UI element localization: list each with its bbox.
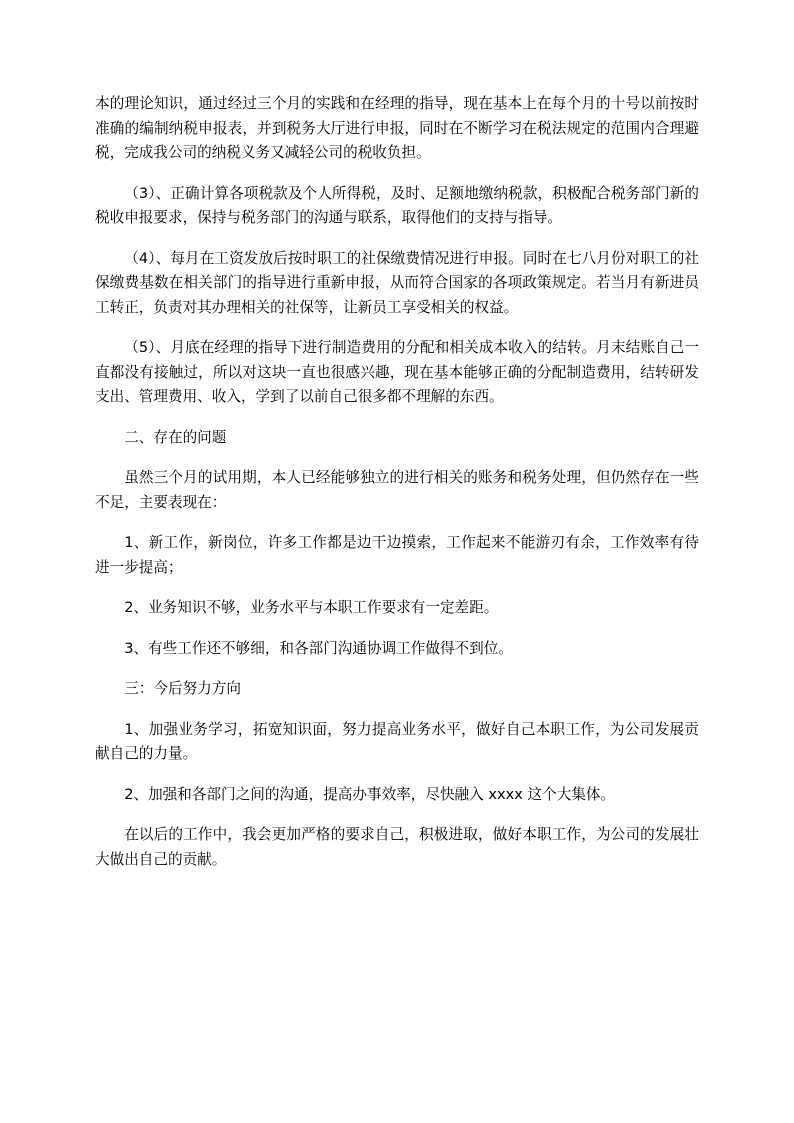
- section-heading-problems: 二、存在的问题: [124, 428, 227, 446]
- closing-paragraph: 在以后的工作中，我会更加严格的要求自己，积极进取，做好本职工作，为公司的发展壮大做出自己的贡献。: [95, 826, 699, 868]
- future-item-1: 1、加强业务学习，拓宽知识面，努力提高业务水平，做好自己本职工作，为公司发展贡献自己的力量。: [95, 720, 699, 762]
- future-item-2: 2、加强和各部门之间的沟通，提高办事效率，尽快融入 xxxx 这个大集体。: [124, 785, 616, 803]
- paragraph-item-3: （3）、正确计算各项税款及个人所得税，及时、足额地缴纳税款，积极配合税务部门新的税收申报要求，保持与税务部门的沟通与联系，取得他们的支持与指导。: [95, 184, 699, 226]
- section-heading-future: 三：今后努力方向: [124, 680, 241, 697]
- paragraph-item-5: （5）、月底在经理的指导下进行制造费用的分配和相关成本收入的结转。月末结账自己一直都没有接触过，所以对这块一直也很感兴趣，现在基本能够正确的分配制造费用，结转研发支出、管理费用、收入，学到了以前自己很多都不理解的东西。: [95, 339, 699, 405]
- problem-item-2: 2、业务知识不够，业务水平与本职工作要求有一定差距。: [124, 599, 499, 616]
- paragraph-continuation: 本的理论知识，通过经过三个月的实践和在经理的指导，现在基本上在每个月的十号以前按时准确的编制纳税申报表，并到税务大厅进行申报，同时在不断学习在税法规定的范围内合理避税，完成我公司的纳税义务又减轻公司的税收负担。: [95, 95, 699, 161]
- problem-item-1: 1、新工作，新岗位，许多工作都是边干边摸索，工作起来不能游刃有余，工作效率有待进一步提高；: [95, 534, 699, 576]
- document-page: [95, 92, 699, 872]
- problem-item-3: 3、有些工作还不够细，和各部门沟通协调工作做得不到位。: [124, 639, 513, 657]
- paragraph-item-4: （4）、每月在工资发放后按时职工的社保缴费情况进行申报。同时在七八月份对职工的社保缴费基数在相关部门的指导进行重新申报，从而符合国家的各项政策规定。若当月有新进员工转正，负责对其办理相关的社保等，让新员工享受相关的权益。: [95, 249, 699, 316]
- paragraph-problems-intro: 虽然三个月的试用期，本人已经能够独立的进行相关的账务和税务处理，但仍然存在一些不足，主要表现在：: [95, 469, 699, 511]
